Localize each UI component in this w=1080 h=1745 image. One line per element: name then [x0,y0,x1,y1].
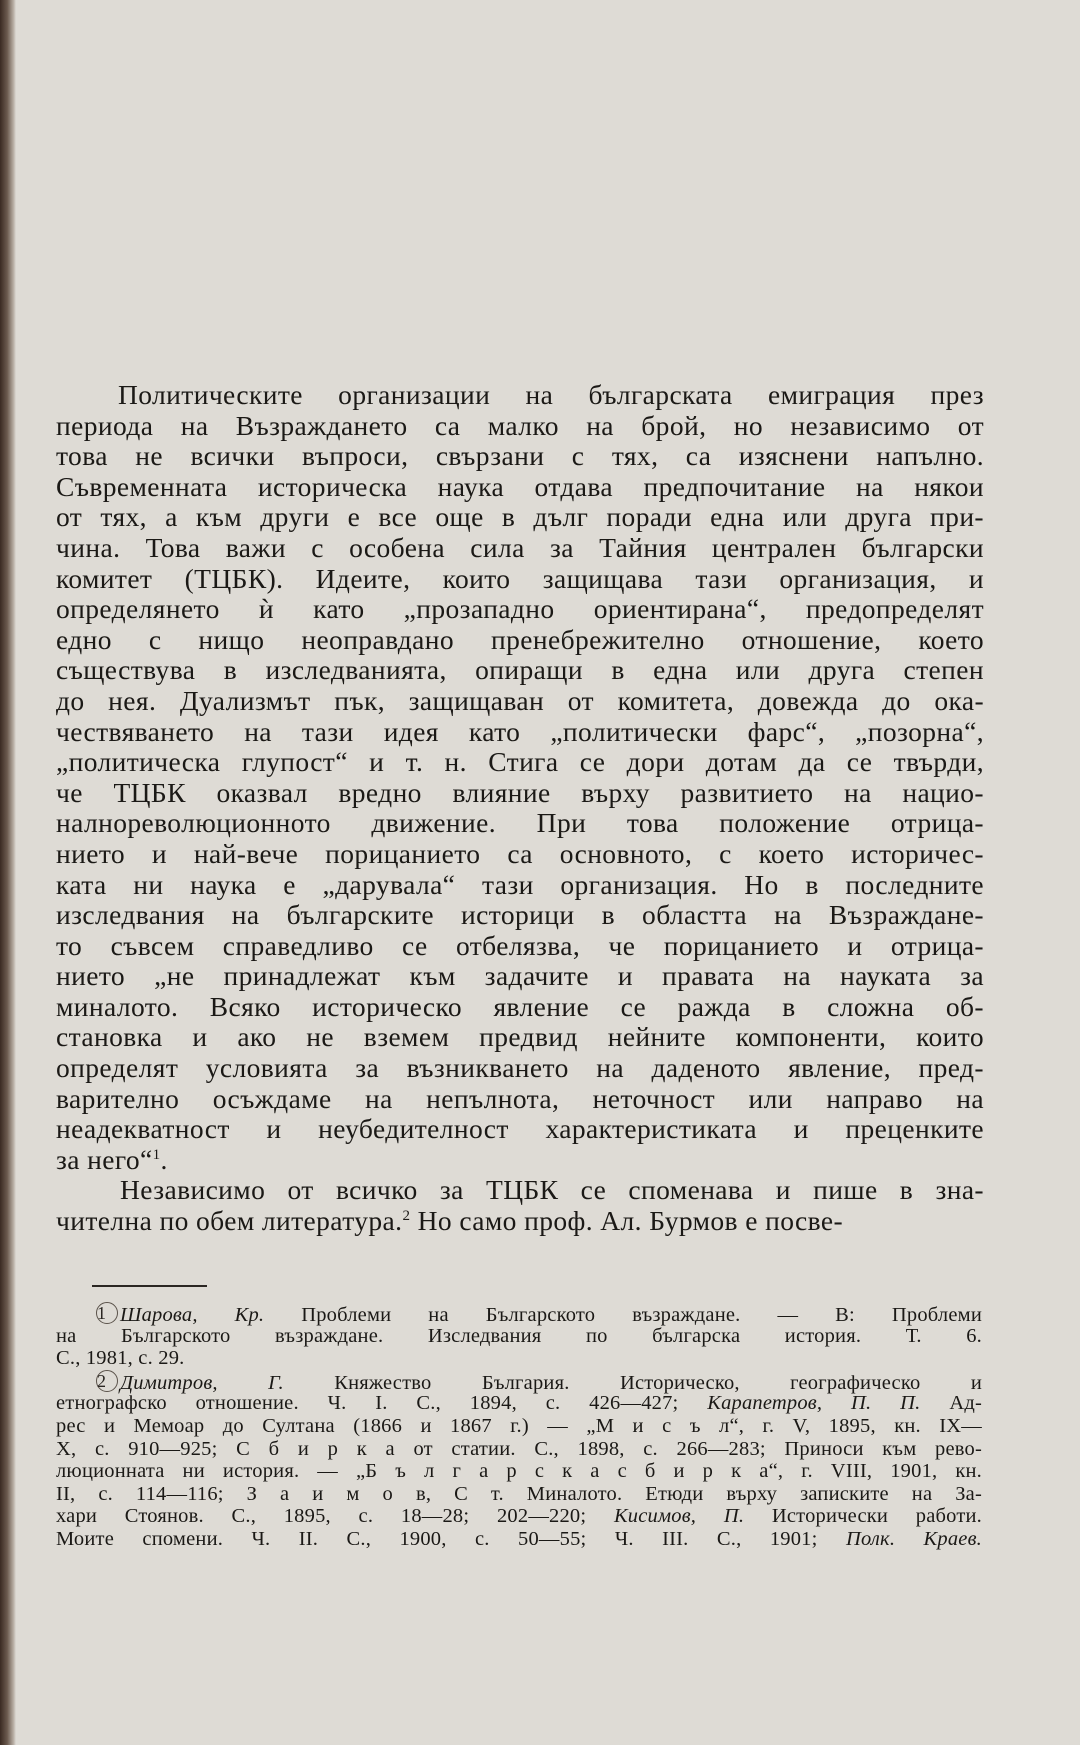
text-line: комитет (ТЦБК). Идеите, които защищава тази организация, и [56,562,984,594]
footnote-mark-1: 1 [96,1302,118,1324]
text-line: ката ни наука е „дарувала“ тази организация. Но в последните [56,868,984,900]
text-line: че ТЦБК оказвал вредно влияние върху развитието на нацио- [56,776,984,808]
text-line-page-end: чителна по обем литература.$^2$ Но само проф. Ал. Бурмов е посве- [56,1205,844,1237]
text-line: Независимо от всичко за ТЦБК се споменава и пише в зна- [120,1174,984,1206]
footnote-line: С., 1981, с. 29. [56,1347,185,1370]
text-line: миналото. Всяко историческо явление се ражда в сложна об- [56,990,984,1022]
text-line: до нея. Дуализмът пък, защищаван от комитета, довежда до ока- [56,684,984,716]
footnote-line: рес и Мемоар до Султана (1866 и 1867 г.) — „М и с ъ л“, г. V, 1895, кн. IX— [56,1414,982,1437]
footnote-ref-2[interactable]: 2 [402,1208,411,1225]
footnote-line: хари Стоянов. С., 1895, с. 18—28; 202—220; Кисимов, П. Исторически работи. [56,1505,982,1528]
text-line: Политическите организации на българската емиграция през [118,379,984,410]
footnote-line: люционната ни история. — „Б ъ л г а р с к а с б и р к а“, г. VIII, 1901, кн. [56,1460,982,1483]
text-line: то съвсем справедливо се отбелязва, че порицанието и отрица- [56,929,984,961]
footnote-line: етнографско отношение. Ч. I. С., 1894, с. 426—427; Карапетров, П. П. Ад- [56,1392,982,1415]
text-line: становка и ако не вземем предвид нейните компоненти, които [56,1021,984,1053]
text-line: нието „не принадлежат към задачите и правата на науката за [56,960,984,992]
text-line: определянето ѝ като „прозападно ориентирана“, предопределят [56,593,984,625]
text-line-paragraph-end: за него“$^1$. [56,1143,168,1175]
footnote-line: X, с. 910—925; С б и р к а от статии. С., 1898, с. 266—283; Приноси към рево- [56,1437,982,1460]
footnote-author: Шарова, Кр. [120,1304,265,1326]
text-line: „политическа глупост“ и т. н. Стига се дори дотам да се твърди, [56,746,984,778]
main-text [56,380,984,1237]
footnote-author: Димитров, Г. [120,1371,284,1394]
text-line: нието и най-вече порицанието са основното, с което историчес- [56,837,984,869]
footnote-line: Моите спомени. Ч. II. С., 1900, с. 50—55; Ч. III. С., 1901; Полк. Краев. [56,1527,982,1550]
text-line: едно с нищо неоправдано пренебрежително отношение, което [56,623,984,655]
text-line: периода на Възраждането са малко на брой, но независимо от [56,409,984,441]
text-line: изследвания на българските историци в областта на Възраждане- [56,899,984,931]
footnote-author: Кисимов, П. [613,1505,745,1528]
footnote-author: Полк. Краев. [845,1527,982,1550]
footnote-2: 2 Димитров, Г. Княжество България. Историческо, географическо и [97,1370,982,1394]
footnote-mark-2: 2 [96,1370,118,1392]
footnote-author: Карапетров, П. П. [707,1392,921,1415]
text-line: чина. Това важи с особена сила за Тайния централен български [56,531,984,563]
footnote-separator [92,1285,207,1287]
footnote-ref-1[interactable]: 1 [152,1146,161,1163]
text-line: от тях, а към други е все още в дълг поради една или друга при- [56,501,984,533]
text-line: неадекватност и неубедителност характеристиката и преценките [56,1113,984,1145]
text-line: чествяването на тази идея като „политически фарс“, „позорна“, [56,715,984,747]
text-line: Съвременната историческа наука отдава предпочитание на някои [56,470,984,502]
text-line: варително осъждаме на непълнота, неточност или направо на [56,1082,984,1114]
text-line: това не всички въпроси, свързани с тях, са изяснени напълно. [56,440,984,472]
text-line: определят условията за възникването на даденото явление, пред- [56,1052,984,1084]
footnotes [56,1302,982,1551]
text-line: налнореволюционното движение. При това положение отрица- [56,807,984,839]
text-line: съществува в изследванията, опиращи в една или друга степен [56,654,984,686]
footnote-line: II, с. 114—116; З а и м о в, С т. Миналото. Етюди върху записките на За- [56,1482,982,1505]
footnote-1: 1 Шарова, Кр. Проблеми на Българското възраждане. — В: Проблеми [97,1303,982,1326]
footnote-line: на Българското възраждане. Изследвания по българска история. Т. 6. [56,1324,982,1347]
